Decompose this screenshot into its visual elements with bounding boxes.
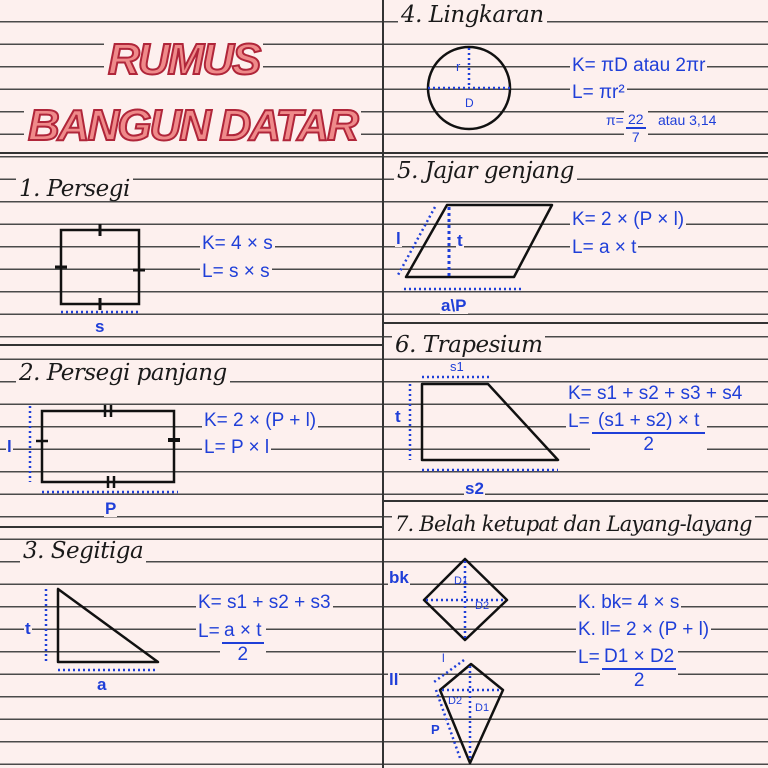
- title-line-2: BANGUN DATAR: [24, 104, 361, 148]
- trapesium-luas-prefix: L=: [568, 411, 590, 432]
- rhombus-d2-label: D2: [475, 600, 490, 612]
- heading-lingkaran: 4. Lingkaran: [398, 4, 547, 27]
- center-divider: [382, 0, 384, 768]
- segitiga-keliling: K= s1 + s2 + s3: [198, 592, 331, 613]
- segitiga-luas-fraction: [220, 620, 266, 666]
- divider-left-3: [0, 526, 382, 528]
- trapesium-keliling: K= s1 + s2 + s3 + s4: [568, 383, 743, 404]
- pi-prefix: π=: [606, 112, 624, 128]
- segitiga-luas-numerator: a × t: [222, 620, 264, 644]
- trapesium-luas-numerator: (s1 + s2) × t: [592, 410, 705, 434]
- persegi-keliling: K= 4 × s: [202, 233, 273, 254]
- divider-right-2: [384, 322, 768, 324]
- divider-left-1: [0, 152, 382, 154]
- jajar-genjang-keliling: K= 2 × (P × l): [572, 209, 685, 230]
- divider-left-2: [0, 344, 382, 346]
- belah-ketupat-luas-fraction: [600, 646, 678, 692]
- heading-trapesium: 6. Trapesium: [392, 334, 545, 357]
- heading-jajar-genjang: 5. Jajar genjang: [394, 160, 577, 183]
- jajar-genjang-luas: L= a × t: [572, 237, 637, 258]
- trapezoid-height-label: t: [395, 407, 401, 426]
- heading-persegi: 1. Persegi: [16, 178, 133, 201]
- circle-diameter-label: D: [465, 96, 474, 110]
- pi-decimal: atau 3,14: [658, 112, 717, 128]
- rhombus-label: bk: [389, 568, 409, 587]
- divider-right-3: [384, 500, 768, 502]
- segitiga-luas-prefix: L=: [198, 621, 220, 642]
- circle-radius-label: r: [456, 59, 461, 74]
- kite-short-side-label: l: [442, 651, 445, 665]
- rectangle-length-label: P: [105, 499, 117, 518]
- rhombus-d1-label: D1: [454, 575, 469, 587]
- persegi-panjang-luas: L= P × l: [204, 437, 270, 458]
- persegi-luas: L= s × s: [202, 261, 270, 282]
- parallelogram-base-label: a\P: [441, 296, 467, 315]
- triangle-height-label: t: [25, 619, 31, 638]
- trapesium-luas-denominator: 2: [643, 434, 654, 455]
- belah-ketupat-keliling: K. bk= 4 × s: [578, 592, 680, 613]
- kite-long-side-label: P: [431, 722, 440, 737]
- layang-layang-keliling: K. ll= 2 × (P + l): [578, 619, 710, 640]
- rectangle-width-label: l: [7, 437, 12, 456]
- pi-numerator: 22: [628, 111, 644, 127]
- trapezoid-top-label: s1: [450, 359, 464, 374]
- persegi-panjang-keliling: K= 2 × (P + l): [204, 410, 317, 431]
- pi-denominator: 7: [631, 129, 640, 145]
- trapezoid-bottom-label: s2: [465, 479, 484, 498]
- kite-label: ll: [389, 670, 399, 689]
- divider-right-1: [384, 152, 768, 154]
- kite-d1-label: D1: [475, 702, 490, 714]
- kite-figure: [0, 0, 1, 1]
- segitiga-luas-denominator: 2: [237, 644, 249, 665]
- triangle-base-label: a: [97, 675, 107, 694]
- heading-segitiga: 3. Segitiga: [20, 540, 146, 563]
- square-side-label: s: [95, 317, 105, 336]
- heading-persegi-panjang: 2. Persegi panjang: [16, 362, 230, 385]
- lingkaran-keliling: K= πD atau 2πr: [572, 55, 706, 76]
- belah-ketupat-luas-numerator: D1 × D2: [602, 646, 676, 670]
- trapesium-luas-fraction: [590, 410, 707, 456]
- title-line-1: RUMUS: [104, 38, 263, 82]
- heading-belah-ketupat: 7. Belah ketupat dan Layang-layang: [392, 514, 755, 535]
- parallelogram-side-label: l: [396, 229, 401, 248]
- pi-fraction: [624, 111, 648, 145]
- kite-d2-label: D2: [448, 695, 463, 707]
- lingkaran-luas: L= πr²: [572, 82, 625, 103]
- belah-ketupat-luas-prefix: L=: [578, 647, 600, 668]
- parallelogram-height-label: t: [457, 231, 463, 250]
- belah-ketupat-luas-denominator: 2: [633, 670, 645, 691]
